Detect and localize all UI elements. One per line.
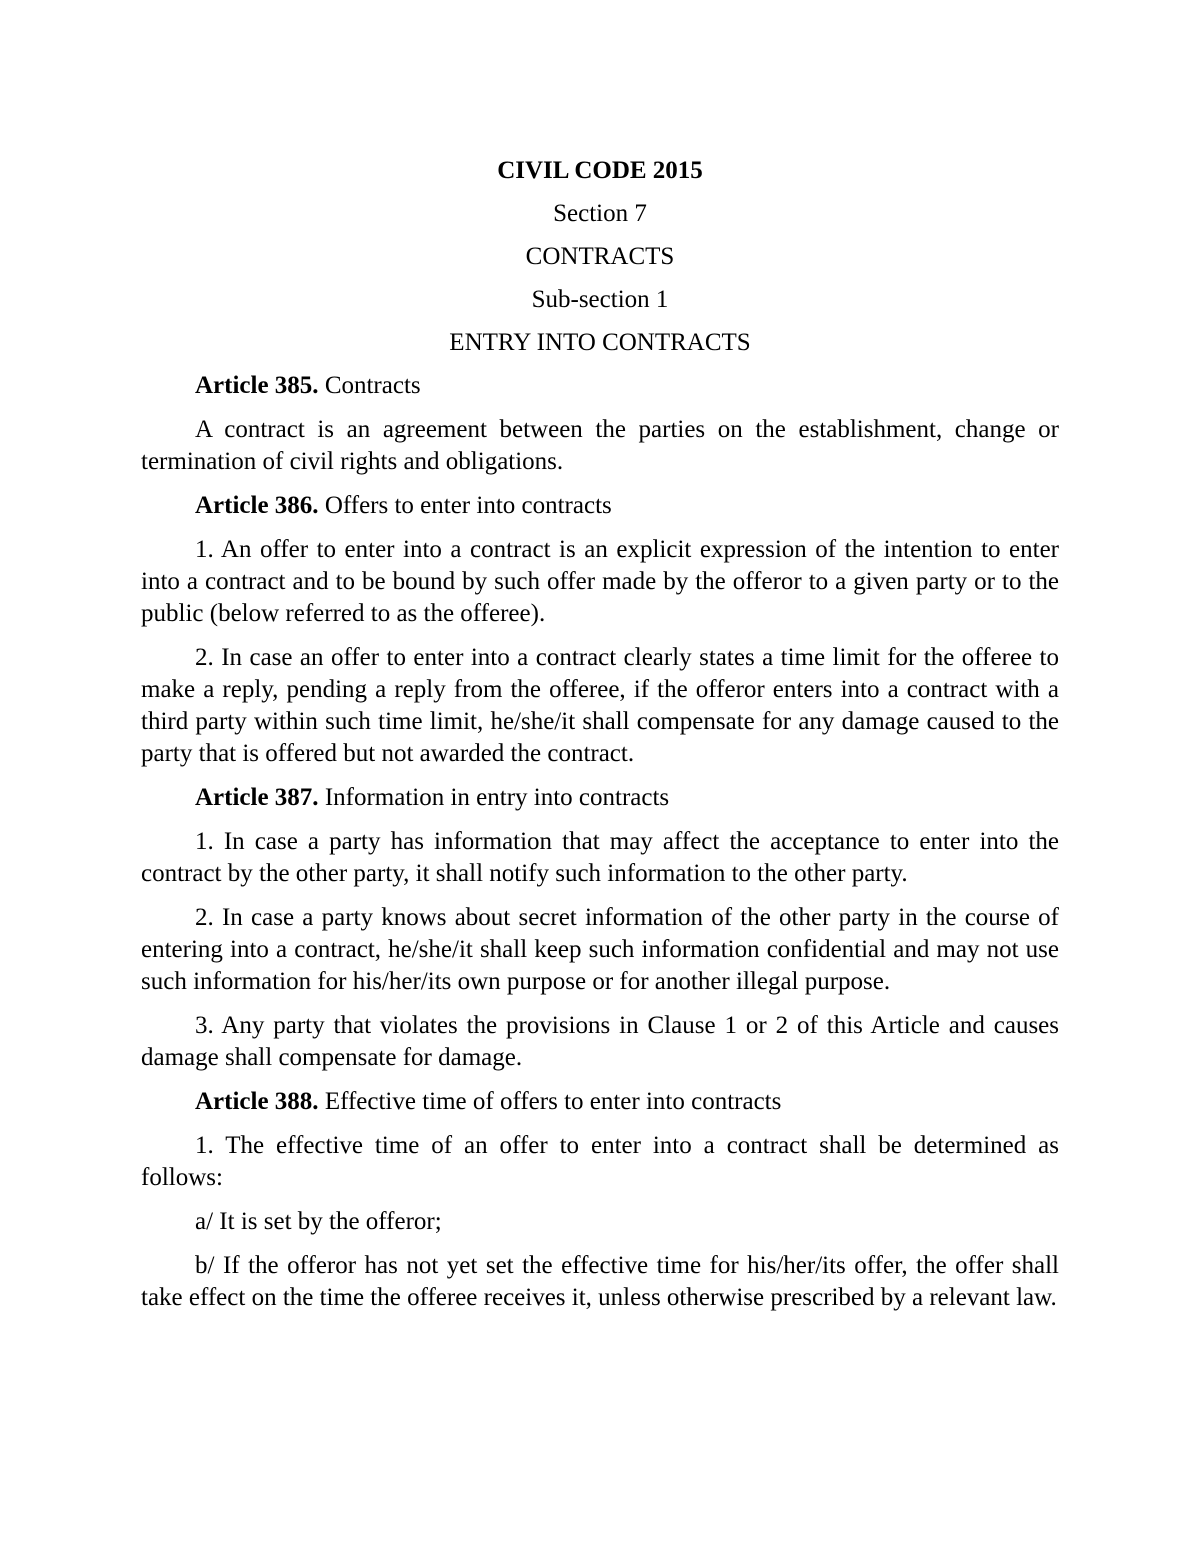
article-paragraph: 1. An offer to enter into a contract is an explicit expression of the intention to enter into a contract and to be bound by such offer made by the offeror to a given party or to the public (below referred to as the offeree). <box>141 536 1059 627</box>
article-paragraph: 3. Any party that violates the provisions in Clause 1 or 2 of this Article and causes damage shall compensate for damage. <box>141 1012 1059 1071</box>
article-paragraph: 2. In case an offer to enter into a contract clearly states a time limit for the offeree to make a reply, pending a reply from the offeree, if the offeror enters into a contract with a third party within such time limit, he/she/it shall compensate for any damage caused to the party that is offered but not awarded the contract. <box>141 644 1059 767</box>
article-paragraph: A contract is an agreement between the parties on the establishment, change or termination of civil rights and obligations. <box>141 416 1059 475</box>
article-paragraph: a/ It is set by the offeror; <box>195 1208 442 1235</box>
article-number: Article 386. <box>195 492 319 519</box>
article-title: Contracts <box>318 372 421 399</box>
subsection-number: Sub-section 1 <box>531 286 669 313</box>
section-number: Section 7 <box>553 200 647 227</box>
article-heading <box>141 1086 1059 1118</box>
article-number: Article 388. <box>195 1088 319 1115</box>
subsection-name: ENTRY INTO CONTRACTS <box>449 329 751 356</box>
article-heading <box>141 370 1059 402</box>
article-heading <box>141 490 1059 522</box>
article-paragraph: 2. In case a party knows about secret information of the other party in the course of entering into a contract, he/she/it shall keep such information confidential and may not use such information for his/her/its own purpose or for another illegal purpose. <box>141 904 1059 995</box>
article-paragraph: 1. The effective time of an offer to enter into a contract shall be determined as follows: <box>141 1132 1059 1191</box>
article-number: Article 385. <box>195 372 319 399</box>
section-name: CONTRACTS <box>525 243 675 270</box>
article-number: Article 387. <box>195 784 319 811</box>
document-body <box>141 150 1059 1326</box>
article-title: Information in entry into contracts <box>318 784 670 811</box>
document-title: CIVIL CODE 2015 <box>497 157 703 184</box>
article-heading <box>141 782 1059 814</box>
article-paragraph: 1. In case a party has information that may affect the acceptance to enter into the contract by the other party, it shall notify such information to the other party. <box>141 828 1059 887</box>
article-title: Effective time of offers to enter into contracts <box>318 1088 782 1115</box>
article-title: Offers to enter into contracts <box>318 492 612 519</box>
article-paragraph: b/ If the offeror has not yet set the effective time for his/her/its offer, the offer shall take effect on the time the offeree receives it, unless otherwise prescribed by a relevant law. <box>141 1252 1059 1311</box>
